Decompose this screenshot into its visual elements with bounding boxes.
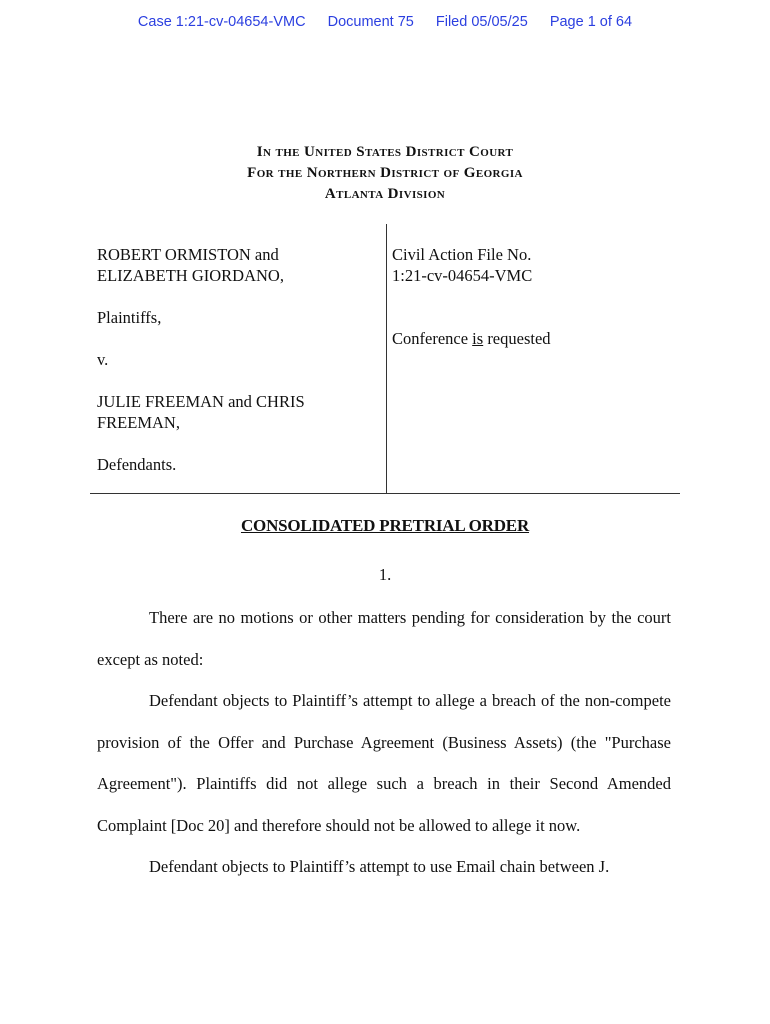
court-heading	[0, 142, 770, 205]
court-line-1: In the United States District Court	[256, 144, 514, 160]
conference-note	[392, 328, 672, 349]
court-line-2: For the Northern District of Georgia	[247, 165, 523, 181]
versus-label: v.	[97, 350, 109, 369]
caption-vertical-divider	[386, 224, 387, 494]
caption-case-info	[392, 244, 672, 349]
conference-pre: Conference	[392, 329, 473, 348]
file-label: Civil Action File No.	[392, 245, 532, 264]
conference-is: is	[472, 329, 484, 348]
case-number: Case 1:21-cv-04654-VMC	[137, 14, 306, 30]
filing-header	[0, 14, 770, 30]
defendants-names-line-2: FREEMAN,	[97, 413, 180, 432]
body-paragraphs	[97, 597, 671, 888]
filed-date: Filed 05/05/25	[435, 14, 528, 30]
page-indicator: Page 1 of 64	[549, 14, 633, 30]
defendants-label: Defendants.	[97, 455, 177, 474]
paragraph-1: There are no motions or other matters pending for consideration by the court except as noted:	[97, 608, 671, 669]
plaintiffs-names-line-1: ROBERT ORMISTON and	[97, 245, 279, 264]
section-number: 1.	[378, 565, 392, 584]
defendants-names-line-1: JULIE FREEMAN and CHRIS	[97, 392, 305, 411]
paragraph-3: Defendant objects to Plaintiff’s attempt to use Email chain between J.	[149, 857, 610, 876]
caption-horizontal-divider	[90, 493, 680, 494]
file-number: 1:21-cv-04654-VMC	[392, 266, 533, 285]
paragraph-2: Defendant objects to Plaintiff’s attempt to allege a breach of the non-compete provision of the Offer and Purchase Agreement (Business Assets) (the "Purchase Agreement"). Plaintiffs did not allege such a breach in their Second Amended Complaint [Doc 20] and therefore should not be allowed to allege it now.	[97, 691, 671, 835]
document-title: CONSOLIDATED PRETRIAL ORDER	[240, 516, 530, 535]
document-number: Document 75	[327, 14, 414, 30]
plaintiffs-names-line-2: ELIZABETH GIORDANO,	[97, 266, 284, 285]
caption-parties	[97, 244, 377, 475]
court-line-3: Atlanta Division	[324, 186, 446, 202]
plaintiffs-label: Plaintiffs,	[97, 308, 162, 327]
conference-post: requested	[483, 329, 551, 348]
